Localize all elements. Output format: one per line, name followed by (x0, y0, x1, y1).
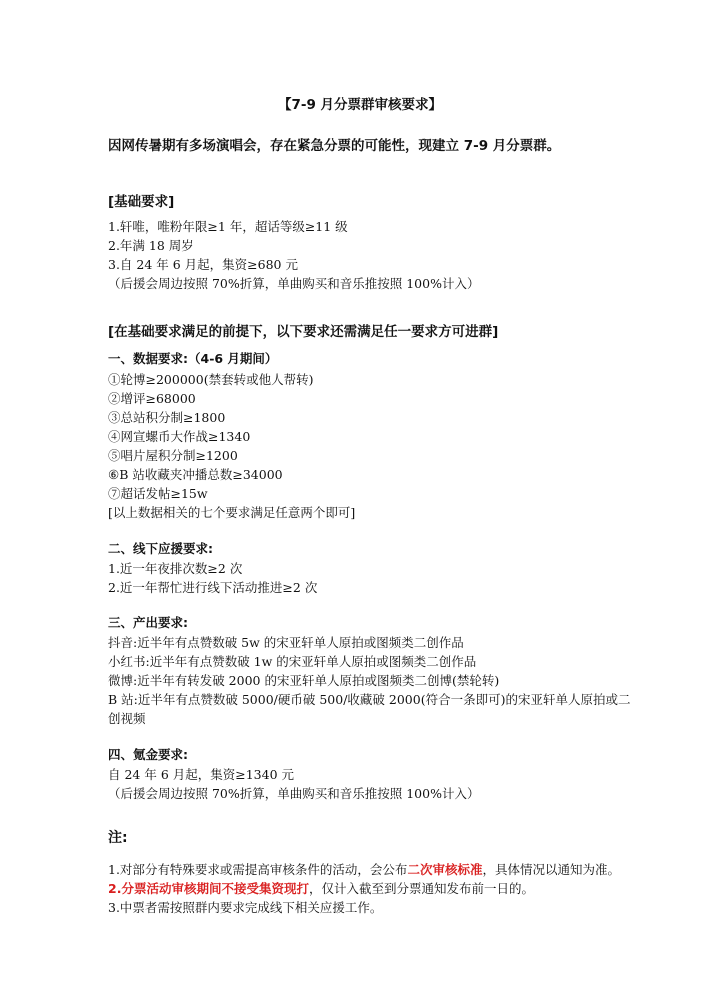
offline-item: 1.近一年夜排次数≥2 次 (108, 561, 243, 576)
offline-requirements-heading: 二、线下应援要求: (108, 541, 213, 556)
output-requirements-heading: 三、产出要求: (108, 615, 188, 630)
data-item: ⑦超话发帖≥15w (108, 486, 208, 501)
note-1-text: 1.对部分有特殊要求或需提高审核条件的活动，会公布 (108, 862, 408, 877)
data-requirements-heading: 一、数据要求:（4-6 月期间） (108, 351, 278, 366)
note-3: 3.中票者需按照群内要求完成线下相关应援工作。 (108, 900, 383, 915)
basic-item: 3.自 24 年 6 月起，集资≥680 元 (108, 257, 298, 272)
basic-requirements-heading: [基础要求] (108, 194, 175, 210)
gold-item-note: （后援会周边按照 70%折算，单曲购买和音乐推按照 100%计入） (108, 786, 480, 801)
gold-requirements-heading: 四、氪金要求: (108, 747, 188, 762)
offline-item: 2.近一年帮忙进行线下活动推进≥2 次 (108, 580, 318, 595)
basic-item-note: （后援会周边按照 70%折算，单曲购买和音乐推按照 100%计入） (108, 276, 480, 291)
data-item: ①轮博≥200000(禁套转或他人帮转) (108, 372, 314, 387)
note-1 (108, 861, 620, 879)
output-item: B 站:近半年有点赞数破 5000/硬币破 500/收藏破 2000(符合一条即可)的宋亚轩单人原拍或二 (108, 692, 631, 707)
gold-item: 自 24 年 6 月起，集资≥1340 元 (108, 767, 295, 782)
data-item: ②增评≥68000 (108, 391, 196, 406)
document-title: 【7-9 月分票群审核要求】 (277, 97, 443, 113)
data-item: ⑥B 站收藏夹冲播总数≥34000 (108, 467, 283, 482)
basic-item: 2.年满 18 周岁 (108, 238, 194, 253)
note-2-highlight: 分票活动审核期间不接受集资现打 (121, 881, 309, 896)
data-item-note: [以上数据相关的七个要求满足任意两个即可] (108, 505, 356, 520)
intro-statement: 因网传暑期有多场演唱会，存在紧急分票的可能性，现建立 7-9 月分票群。 (108, 138, 561, 154)
output-item: 抖音:近半年有点赞数破 5w 的宋亚轩单人原拍或图频类二创作品 (108, 635, 464, 650)
output-item: 小红书:近半年有点赞数破 1w 的宋亚轩单人原拍或图频类二创作品 (108, 654, 477, 669)
note-2 (108, 880, 534, 898)
data-item: ④网宣螺币大作战≥1340 (108, 429, 251, 444)
output-item-continued: 创视频 (108, 711, 146, 726)
note-1-text-end: ，具体情况以通知为准。 (482, 862, 620, 877)
notes-heading: 注: (108, 830, 128, 846)
basic-item: 1.轩唯，唯粉年限≥1 年，超话等级≥11 级 (108, 219, 348, 234)
note-1-highlight: 二次审核标准 (407, 862, 483, 877)
extra-requirements-heading: [在基础要求满足的前提下，以下要求还需满足任一要求方可进群] (108, 324, 499, 340)
note-2-number: 2. (108, 881, 122, 896)
output-item: 微博:近半年有转发破 2000 的宋亚轩单人原拍或图频类二创博(禁轮转) (108, 673, 500, 688)
data-item: ③总站积分制≥1800 (108, 410, 226, 425)
data-item: ⑤唱片屋积分制≥1200 (108, 448, 238, 463)
note-2-text-end: ，仅计入截至到分票通知发布前一日的。 (308, 881, 534, 896)
